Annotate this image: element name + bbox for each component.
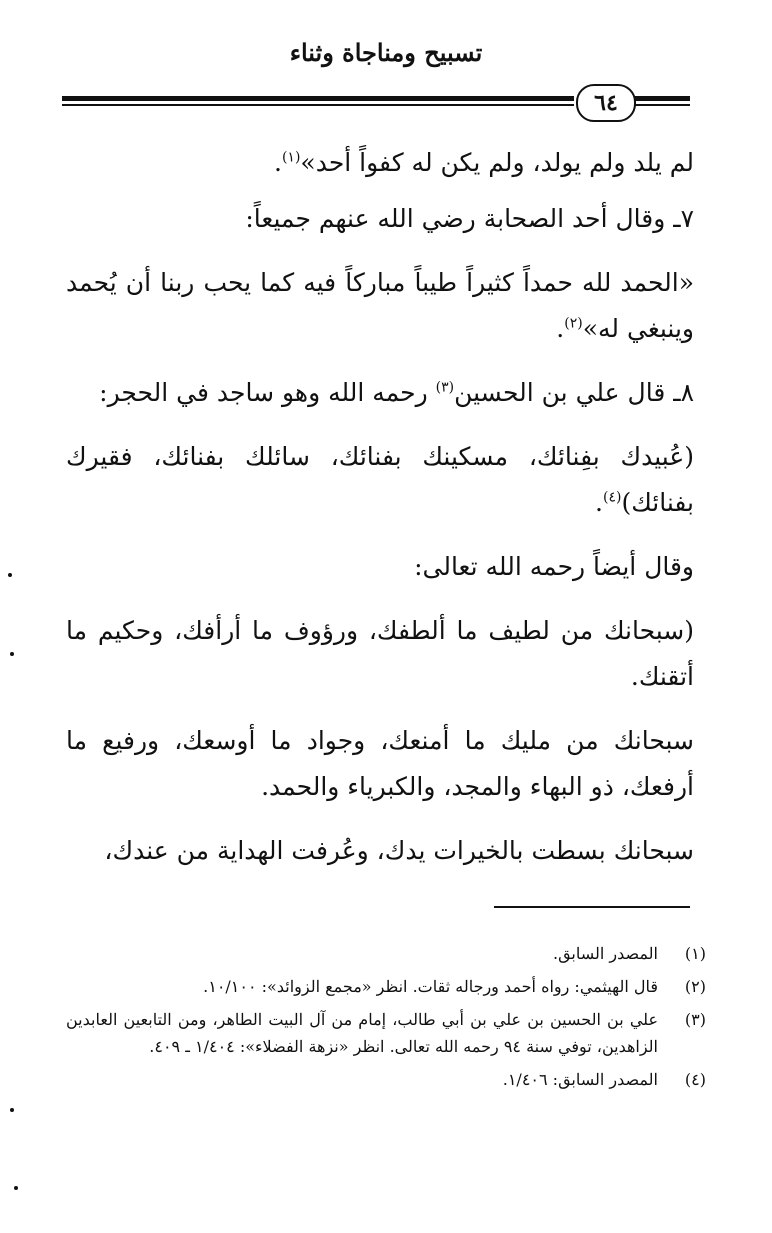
footnote-text: المصدر السابق: ١/٤٠٦.: [502, 1070, 658, 1089]
paragraph-1: لم يلد ولم يولد، ولم يكن له كفواً أحد»$^{(١)}$.: [274, 148, 694, 177]
footnote-number: (١): [684, 944, 706, 963]
paragraph-7: (سبحانك من لطيف ما ألطفك، ورؤوف ما أرأفك، وحكيم ما أتقنك.: [66, 616, 694, 691]
footnote-4: [66, 1066, 706, 1093]
main-text: [66, 140, 694, 892]
header-rule-right-thick: [634, 96, 690, 101]
footnote-separator: [494, 906, 690, 908]
footnote-ref-2[interactable]: (٢): [564, 315, 583, 332]
footnote-number: (٣): [684, 1010, 706, 1029]
footnote-ref-3[interactable]: (٣): [435, 379, 455, 396]
footnote-1: [66, 940, 706, 967]
paragraph-8: سبحانك من مليك ما أمنعك، وجواد ما أوسعك، ورفيع ما أرفعك، ذو البهاء والمجد، والكبرياء والحمد.: [66, 726, 694, 801]
paragraph-4: ٨ـ قال علي بن الحسين$^{(٣)}$ رحمه الله وهو ساجد في الحجر:: [99, 378, 694, 407]
paragraph-3: «الحمد لله حمداً كثيراً طيباً مباركاً فيه كما يحب ربنا أن يُحمد وينبغي له»$^{(٢)}$.: [66, 268, 694, 343]
footnote-text: المصدر السابق.: [552, 944, 658, 963]
footnote-number: (٢): [684, 977, 706, 996]
footnotes: [66, 940, 706, 1099]
footnote-2: [66, 973, 706, 1000]
scan-mark: [10, 652, 14, 656]
footnote-text: علي بن الحسين بن علي بن أبي طالب، إمام من آل البيت الطاهر، ومن التابعين العابدين الزاهدين، توفي سنة ٩٤ رحمه الله تعالى. انظر «نزهة الفضلاء»: ١/٤٠٤ ـ ٤٠٩.: [66, 1010, 658, 1056]
scan-mark: [14, 1186, 18, 1190]
running-title: تسبيح ومناجاة وثناء: [289, 38, 483, 67]
header-rule-right-thin: [634, 104, 690, 106]
paragraph-6: وقال أيضاً رحمه الله تعالى:: [414, 552, 694, 581]
paragraph-9: سبحانك بسطت بالخيرات يدك، وعُرفت الهداية من عندك،: [104, 836, 694, 865]
scan-mark: [10, 1108, 14, 1112]
scan-mark: [8, 573, 12, 577]
footnote-number: (٤): [684, 1070, 706, 1089]
header-rule-left-thick: [62, 96, 574, 101]
footnote-ref-1[interactable]: (١): [281, 149, 301, 166]
paragraph-2: ٧ـ وقال أحد الصحابة رضي الله عنهم جميعاً:: [245, 204, 694, 233]
footnote-ref-4[interactable]: (٤): [602, 489, 622, 506]
footnote-text: قال الهيثمي: رواه أحمد ورجاله ثقات. انظر «مجمع الزوائد»: ١٠/١٠٠.: [203, 977, 658, 996]
footnote-3: [66, 1006, 706, 1060]
header-rule-left-thin: [62, 104, 574, 106]
paragraph-5: (عُبيدك بفِنائك، مسكينك بفنائك، سائلك بفنائك، فقيرك بفنائك)$^{(٤)}$.: [66, 442, 694, 517]
page-number: ٦٤: [576, 84, 636, 122]
